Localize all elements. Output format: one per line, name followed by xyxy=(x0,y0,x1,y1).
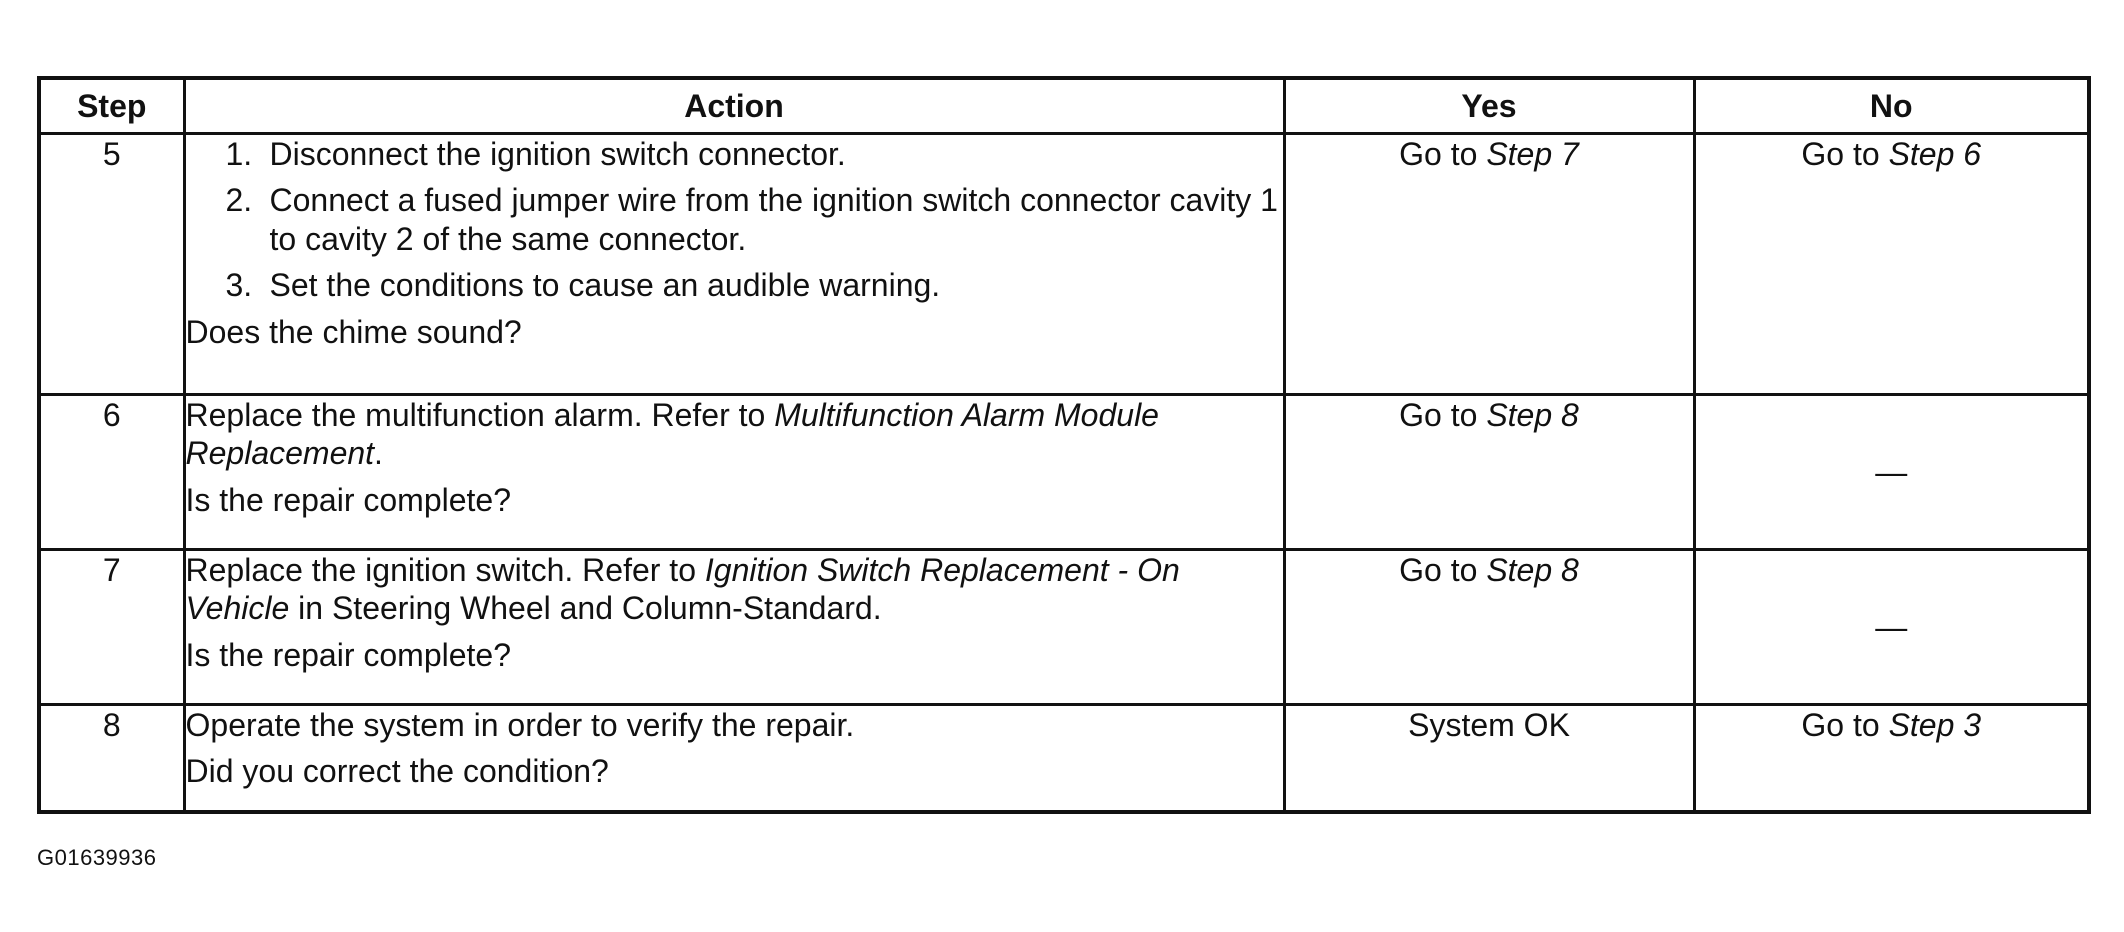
action-suffix: . xyxy=(374,435,383,472)
result-prefix: Go to xyxy=(1801,136,1889,172)
yes-result: System OK xyxy=(1284,705,1694,813)
table-row xyxy=(39,705,2089,813)
step-number: 6 xyxy=(39,395,184,550)
step-reference: Step 6 xyxy=(1888,136,1982,172)
action-text xyxy=(186,396,1283,473)
figure-id: G01639936 xyxy=(37,845,157,870)
yes-result xyxy=(1284,550,1694,705)
procedure-reference: Ignition Switch Replacement - On Vehicle xyxy=(185,552,1180,627)
substep-number: 3. xyxy=(225,267,253,304)
substep-item xyxy=(226,266,1283,304)
header-no: No xyxy=(1694,78,2089,134)
action-suffix: in Steering Wheel and Column-Standard. xyxy=(289,590,882,627)
result-prefix: Go to xyxy=(1399,136,1487,172)
substep-text: Set the conditions to cause an audible warning. xyxy=(269,267,941,304)
action-cell xyxy=(184,550,1284,705)
action-instruction: Replace the ignition switch. Refer to xyxy=(185,552,705,588)
no-result xyxy=(1694,705,2089,813)
table-row xyxy=(39,395,2089,550)
table-row xyxy=(39,550,2089,705)
step-number: 7 xyxy=(39,550,184,705)
action-instruction: Replace the multifunction alarm. Refer to xyxy=(185,397,775,433)
result-prefix: Go to xyxy=(1801,707,1889,743)
step-reference: Step 3 xyxy=(1888,707,1982,743)
step-reference: Step 8 xyxy=(1486,397,1579,433)
question-text: Does the chime sound? xyxy=(185,313,522,350)
table-row xyxy=(39,134,2089,395)
header-yes: Yes xyxy=(1284,78,1694,134)
question-text: Is the repair complete? xyxy=(185,636,511,673)
result-prefix: Go to xyxy=(1399,397,1487,433)
step-reference: Step 7 xyxy=(1486,136,1579,172)
diagnostic-table xyxy=(37,76,2091,814)
header-row xyxy=(39,78,2089,134)
header-step: Step xyxy=(39,78,184,134)
header-action: Action xyxy=(184,78,1284,134)
substep-item xyxy=(226,135,1283,173)
step-number: 5 xyxy=(39,134,184,395)
step-number: 8 xyxy=(39,705,184,813)
question-text: Did you correct the condition? xyxy=(185,753,609,790)
action-text xyxy=(186,551,1283,628)
no-result xyxy=(1694,134,2089,395)
result-prefix: Go to xyxy=(1399,552,1487,588)
substep-number: 1. xyxy=(225,136,253,172)
no-result: — xyxy=(1694,550,2089,705)
step-reference: Step 8 xyxy=(1486,552,1579,588)
action-cell xyxy=(184,395,1284,550)
substep-text: Disconnect the ignition switch connector. xyxy=(269,136,846,172)
substep-item xyxy=(226,181,1283,258)
procedure-reference: Multifunction Alarm Module Replacement xyxy=(185,397,1159,472)
yes-result xyxy=(1284,134,1694,395)
no-result: — xyxy=(1694,395,2089,550)
action-cell xyxy=(184,705,1284,813)
action-cell xyxy=(184,134,1284,395)
substep-text: Connect a fused jumper wire from the ignition switch connector cavity 1 to cavity 2 of the same connector. xyxy=(269,182,1278,257)
yes-result xyxy=(1284,395,1694,550)
substep-list xyxy=(186,135,1283,305)
action-text: Operate the system in order to verify the repair. xyxy=(185,707,855,743)
question-text: Is the repair complete? xyxy=(185,481,511,518)
substep-number: 2. xyxy=(225,182,253,219)
